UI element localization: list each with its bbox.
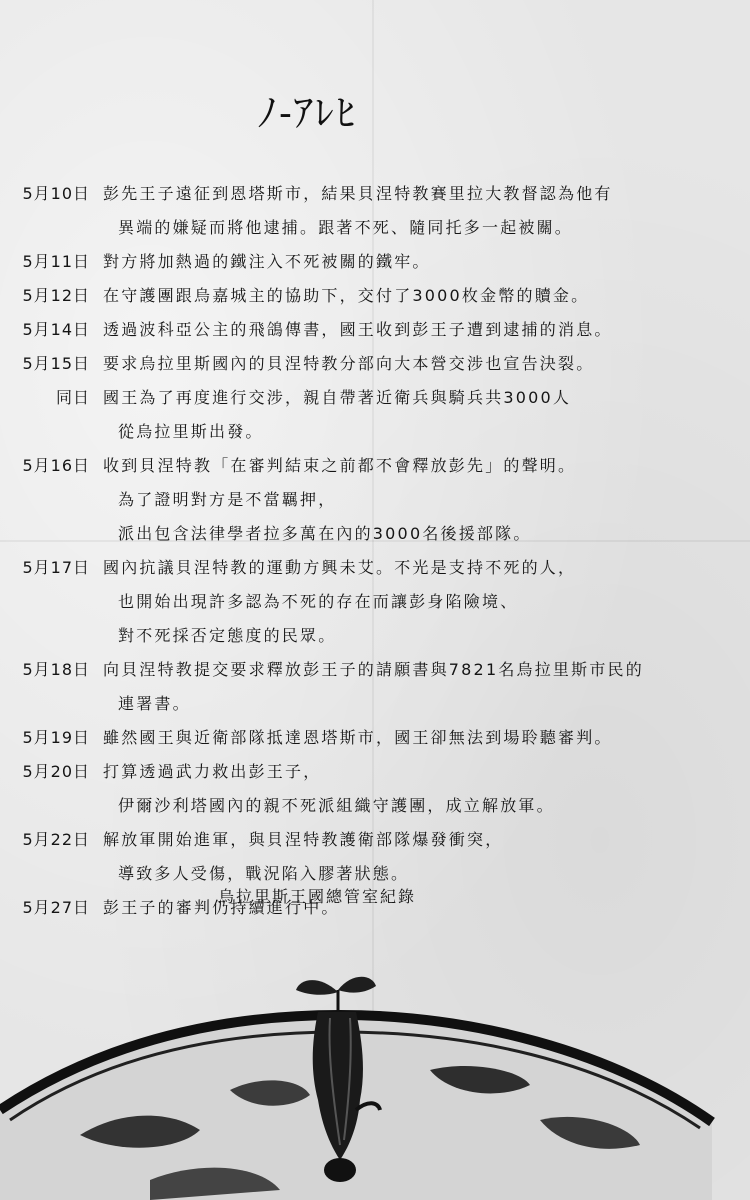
entry-text: 向貝涅特教提交要求釋放彭王子的請願書與7821名烏拉里斯市民的 <box>103 660 644 679</box>
entry-text: 從烏拉里斯出發。 <box>118 422 264 441</box>
entry-date: 同日 <box>55 388 90 407</box>
entry-date: 5月14日 <box>22 320 90 339</box>
entry-text: 異端的嫌疑而將他逮捕。跟著不死、隨同托多一起被關。 <box>118 218 574 237</box>
entry-text: 雖然國王與近衛部隊抵達恩塔斯市，國王卻無法到場聆聽審判。 <box>103 728 613 747</box>
entry-text: 伊爾沙利塔國內的親不死派組織守護團，成立解放軍。 <box>118 796 555 815</box>
entry-text: 收到貝涅特教「在審判結束之前都不會釋放彭先」的聲明。 <box>103 456 577 475</box>
entry-text: 要求烏拉里斯國內的貝涅特教分部向大本營交涉也宣告決裂。 <box>103 354 595 373</box>
entry-text: 連署書。 <box>118 694 191 713</box>
page-title: ﾉ-ｱﾚﾋ <box>258 91 357 135</box>
entry-text: 解放軍開始進軍，與貝涅特教護衛部隊爆發衝突， <box>103 830 504 849</box>
entry-date: 5月11日 <box>22 252 90 271</box>
entry-date: 5月17日 <box>22 558 90 577</box>
entry-text: 在守護團跟烏嘉城主的協助下，交付了3000枚金幣的贖金。 <box>103 286 590 305</box>
entry-text: 國內抗議貝涅特教的運動方興未艾。不光是支持不死的人， <box>103 558 577 577</box>
entry-text: 為了證明對方是不當羈押， <box>118 490 337 509</box>
entry-text: 彭先王子遠征到恩塔斯市，結果貝涅特教賽里拉大教督認為他有 <box>103 184 613 203</box>
entry-date: 5月12日 <box>22 286 90 305</box>
entry-text: 派出包含法律學者拉多萬在內的3000名後援部隊。 <box>118 524 532 543</box>
entry-date: 5月20日 <box>22 762 90 781</box>
entry-text: 國王為了再度進行交涉，親自帶著近衛兵與騎兵共3000人 <box>103 388 572 407</box>
record-source: 烏拉里斯王國總管室紀錄 <box>218 887 417 906</box>
entry-text: 導致多人受傷，戰況陷入膠著狀態。 <box>118 864 410 883</box>
entry-text: 打算透過武力救出彭王子， <box>103 762 322 781</box>
entry-date: 5月22日 <box>22 830 90 849</box>
planet-figure-illustration <box>0 960 750 1200</box>
entry-date: 5月18日 <box>22 660 90 679</box>
entry-text: 也開始出現許多認為不死的存在而讓彭身陷險境、 <box>118 592 519 611</box>
entry-date: 5月19日 <box>22 728 90 747</box>
entry-text: 彭王子的審判仍持續進行中。 <box>103 898 340 917</box>
entry-date: 5月15日 <box>22 354 90 373</box>
entry-date: 5月10日 <box>22 184 90 203</box>
entry-text: 透過波科亞公主的飛鴿傳書，國王收到彭王子遭到逮捕的消息。 <box>103 320 613 339</box>
entry-date: 5月27日 <box>22 898 90 917</box>
entry-date: 5月16日 <box>22 456 90 475</box>
entry-text: 對不死採否定態度的民眾。 <box>118 626 337 645</box>
entry-text: 對方將加熱過的鐵注入不死被關的鐵牢。 <box>103 252 431 271</box>
